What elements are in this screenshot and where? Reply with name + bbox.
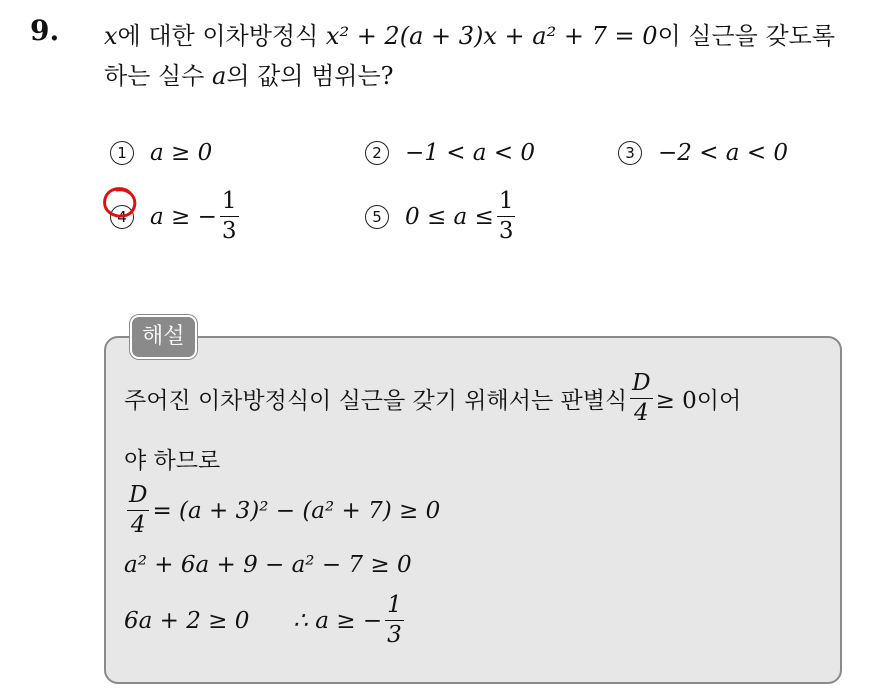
solution-line-2: 야 하므로 — [124, 448, 221, 474]
choice-text: a ≥ − — [150, 203, 217, 230]
fraction-denominator: 3 — [498, 218, 514, 244]
choice-2[interactable] — [365, 140, 535, 166]
choice-number: 2 — [365, 141, 389, 165]
question-line2-post: 의 값의 범위는? — [226, 62, 394, 90]
choice-text: −2 < a < 0 — [658, 140, 789, 166]
choice-number: 3 — [618, 141, 642, 165]
solution-line-1 — [124, 372, 741, 425]
choice-fraction — [497, 190, 516, 243]
solution-line-3 — [124, 484, 440, 537]
question-line2-pre: 하는 실수 — [104, 62, 212, 90]
question-line1-post: 이 실근을 갖도록 — [657, 22, 836, 50]
solution-tag: 해설 — [130, 315, 197, 359]
choice-4[interactable] — [110, 190, 242, 243]
question-number: 9. — [30, 14, 60, 47]
choice-1[interactable] — [110, 140, 212, 166]
fraction-denominator: 4 — [130, 512, 146, 538]
choice-number: 1 — [110, 141, 134, 165]
question-var-a: a — [212, 62, 227, 90]
choice-5[interactable] — [365, 190, 518, 243]
fraction-denominator: 4 — [634, 400, 649, 426]
question-var-x: x — [104, 22, 118, 50]
fraction-numerator: D — [127, 484, 149, 511]
choice-fraction — [220, 190, 239, 243]
fraction-numerator: D — [630, 372, 652, 399]
choice-number: 4 — [110, 205, 134, 229]
fraction-numerator: 1 — [497, 190, 516, 217]
solution-text: = (a + 3)² − (a² + 7) ≥ 0 — [152, 497, 441, 524]
choice-number: 5 — [365, 205, 389, 229]
question-line1-mid: 에 대한 이차방정식 — [117, 22, 326, 50]
solution-text: 주어진 이차방정식이 실근을 갖기 위해서는 판별식 — [124, 388, 628, 414]
fraction-numerator: 1 — [220, 190, 239, 217]
solution-fraction — [630, 372, 652, 425]
solution-text: 6a + 2 ≥ 0 ∴ a ≥ − — [124, 607, 383, 634]
choice-text: a ≥ 0 — [150, 140, 213, 166]
question-equation: x² + 2(a + 3)x + a² + 7 = 0 — [325, 22, 658, 50]
fraction-denominator: 3 — [221, 218, 237, 244]
choice-text: −1 < a < 0 — [405, 140, 536, 166]
solution-text: ≥ 0이어 — [655, 388, 742, 414]
solution-line-5 — [124, 594, 407, 647]
fraction-numerator: 1 — [385, 594, 404, 621]
question-text — [104, 16, 874, 96]
solution-line-4: a² + 6a + 9 − a² − 7 ≥ 0 — [124, 552, 412, 578]
solution-fraction — [385, 594, 404, 647]
choice-text: 0 ≤ a ≤ — [405, 203, 494, 230]
fraction-denominator: 3 — [387, 622, 402, 648]
solution-fraction — [127, 484, 149, 537]
choice-3[interactable] — [618, 140, 788, 166]
